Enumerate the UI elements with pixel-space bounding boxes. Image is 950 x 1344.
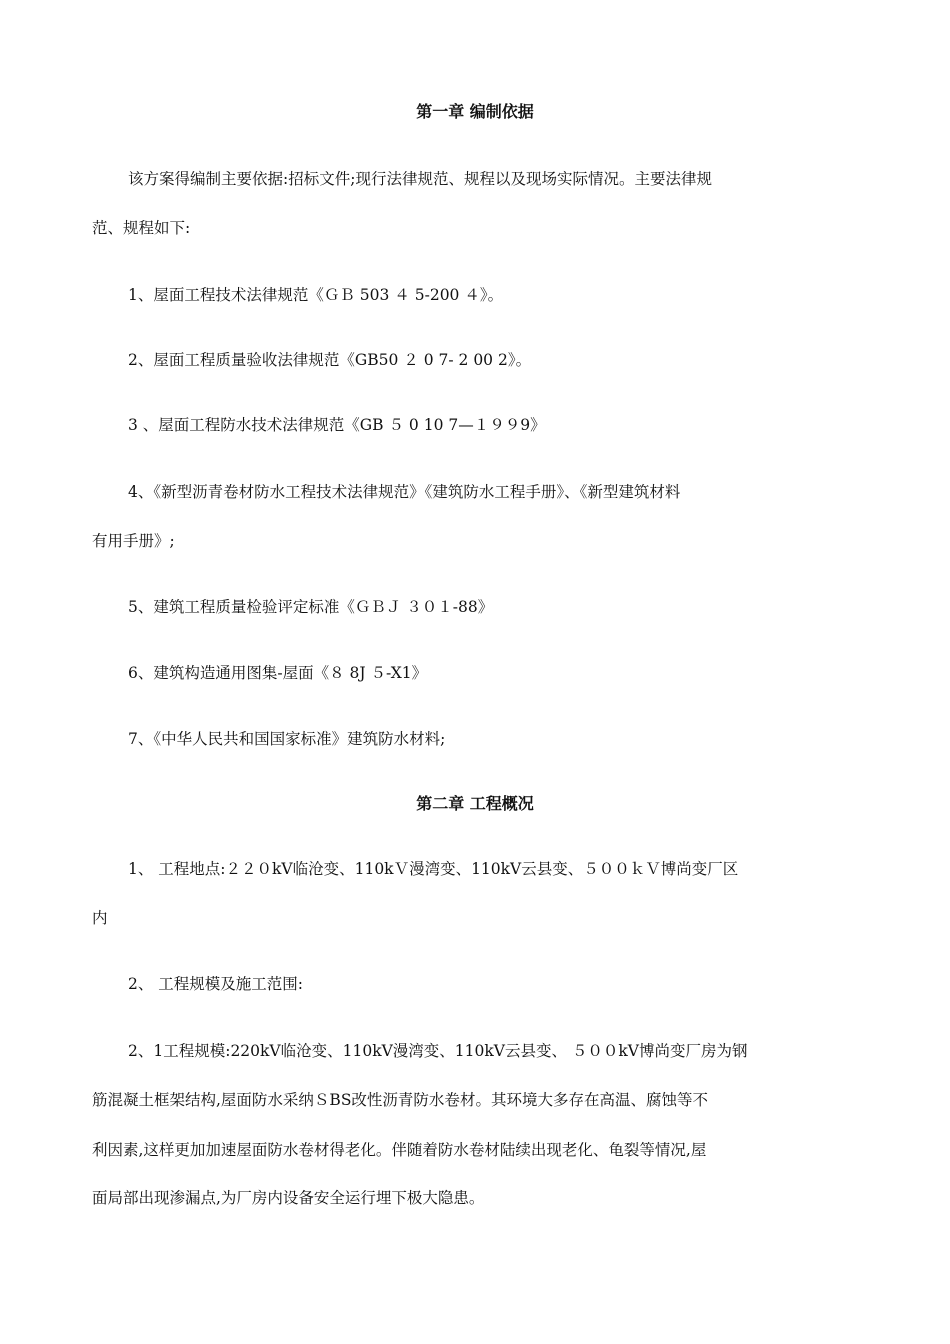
overview-location-line-2: 内 bbox=[92, 909, 108, 927]
overview-location-line-1: 1、 工程地点:２２０kV临沧变、110kＶ漫湾变、110kV云县变、５００ｋＶ博尚变厂区 bbox=[128, 860, 739, 878]
overview-scale-line-1: 2、1工程规模:220kV临沧变、110kV漫湾变、110kV云县变、 ５００kV博尚变厂房为钢 bbox=[128, 1042, 748, 1060]
chapter-1-intro-line-1: 该方案得编制主要依据:招标文件;现行法律规范、规程以及现场实际情况。主要法律规 bbox=[128, 170, 712, 188]
basis-item-6: 6、建筑构造通用图集-屋面《８ 8J ５-X1》 bbox=[128, 664, 428, 682]
overview-scale-line-2: 筋混凝土框架结构,屋面防水采纳ＳBS改性沥青防水卷材。其环境大多存在高温、腐蚀等不 bbox=[92, 1091, 708, 1109]
basis-item-4: 4、《新型沥青卷材防水工程技术法律规范》《建筑防水工程手册》、《新型建筑材料 bbox=[128, 483, 681, 501]
basis-item-2: 2、屋面工程质量验收法律规范《GB50 ２ 0 7- 2 00 2》。 bbox=[128, 351, 532, 369]
overview-scale-line-4: 面局部出现渗漏点,为厂房内设备安全运行埋下极大隐患。 bbox=[92, 1189, 485, 1207]
overview-scope-heading: 2、 工程规模及施工范围: bbox=[128, 975, 304, 993]
chapter-1-intro-line-2: 范、规程如下: bbox=[92, 219, 191, 237]
chapter-1-title: 第一章 编制依据 bbox=[416, 102, 534, 121]
basis-item-3: 3 、屋面工程防水技术法律规范《GB ５ 0 10 7—１９９9》 bbox=[128, 416, 546, 434]
basis-item-5: 5、建筑工程质量检验评定标准《ＧＢＪ ３０１-88》 bbox=[128, 598, 494, 616]
overview-scale-line-3: 利因素,这样更加加速屋面防水卷材得老化。伴随着防水卷材陆续出现老化、龟裂等情况,屋 bbox=[92, 1141, 707, 1159]
basis-item-4-continuation: 有用手册》; bbox=[92, 532, 175, 550]
basis-item-1: 1、屋面工程技术法律规范《ＧＢ 503 ４ 5-200 ４》。 bbox=[128, 286, 504, 304]
basis-item-7: 7、《中华人民共和国国家标准》建筑防水材料; bbox=[128, 730, 446, 748]
chapter-2-title: 第二章 工程概况 bbox=[416, 794, 534, 813]
